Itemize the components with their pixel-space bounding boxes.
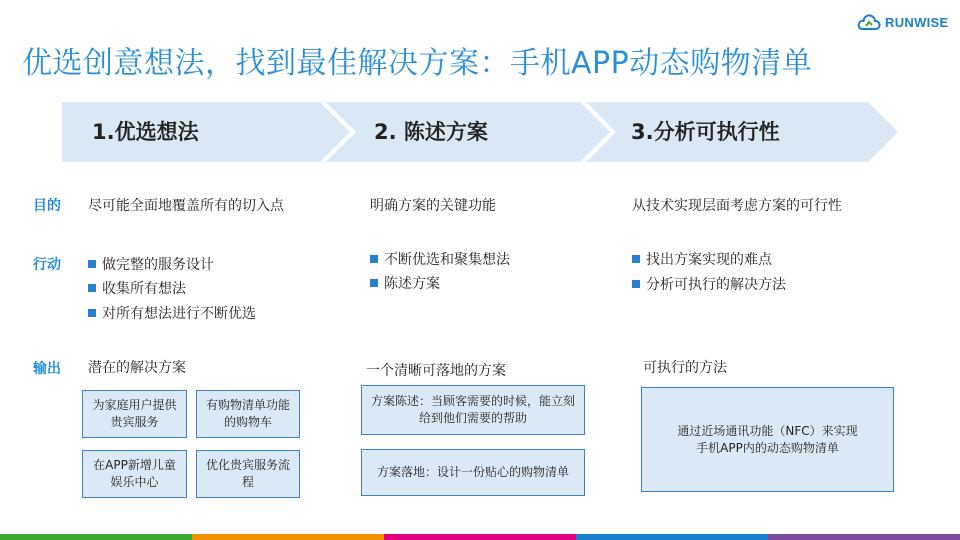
bullet-square-icon (632, 255, 640, 263)
bar-segment-blue (576, 534, 768, 540)
action-item: 陈述方案 (370, 273, 440, 293)
row-label-output: 输出 (33, 361, 61, 377)
solution-box: 为家庭用户提供 贵宾服务 (82, 390, 187, 438)
action-item: 对所有想法进行不断优选 (88, 303, 256, 323)
action-item: 不断优选和聚集想法 (370, 249, 510, 269)
bar-segment-orange (192, 534, 384, 540)
bullet-square-icon (88, 309, 96, 317)
action-item: 做完整的服务设计 (88, 254, 214, 274)
logo-text: RUNWISE (885, 14, 949, 30)
goal-col-3: 从技术实现层面考虑方案的可行性 (632, 198, 842, 214)
solution-box: 通过近场通讯功能（NFC）来实现 手机APP内的动态购物清单 (641, 387, 894, 492)
bullet-square-icon (88, 260, 96, 268)
action-item: 找出方案实现的难点 (632, 249, 772, 269)
step-1-label: 1.优选想法 (92, 120, 199, 144)
bullet-square-icon (632, 280, 640, 288)
solution-box: 有购物清单功能 的购物车 (196, 390, 300, 438)
row-label-action: 行动 (33, 257, 61, 273)
output-col-3: 可执行的方法 (643, 360, 727, 376)
goal-col-2: 明确方案的关键功能 (370, 198, 496, 214)
bullet-square-icon (370, 279, 378, 287)
row-label-goal: 目的 (33, 198, 61, 214)
cloud-logo-icon (857, 12, 881, 32)
solution-box: 优化贵宾服务流 程 (196, 450, 300, 498)
page-title: 优选创意想法，找到最佳解决方案：手机APP动态购物清单 (22, 46, 813, 81)
bottom-color-bar (0, 534, 960, 540)
output-col-1: 潜在的解决方案 (88, 360, 186, 376)
output-col-2: 一个清晰可落地的方案 (366, 363, 506, 379)
solution-box: 在APP新增儿童 娱乐中心 (82, 450, 187, 498)
solution-box: 方案陈述：当顾客需要的时候，能立刻 给到他们需要的帮助 (361, 385, 585, 435)
bar-segment-green (0, 534, 192, 540)
goal-col-1: 尽可能全面地覆盖所有的切入点 (88, 198, 284, 214)
bullet-square-icon (370, 255, 378, 263)
action-item: 分析可执行的解决方法 (632, 274, 786, 294)
step-2-label: 2. 陈述方案 (374, 120, 488, 144)
action-item: 收集所有想法 (88, 278, 186, 298)
solution-box: 方案落地：设计一份贴心的购物清单 (361, 449, 585, 496)
bullet-square-icon (88, 284, 96, 292)
bar-segment-purple (768, 534, 960, 540)
brand-logo (857, 11, 949, 33)
step-3-label: 3.分析可执行性 (631, 120, 780, 144)
bar-segment-magenta (384, 534, 576, 540)
